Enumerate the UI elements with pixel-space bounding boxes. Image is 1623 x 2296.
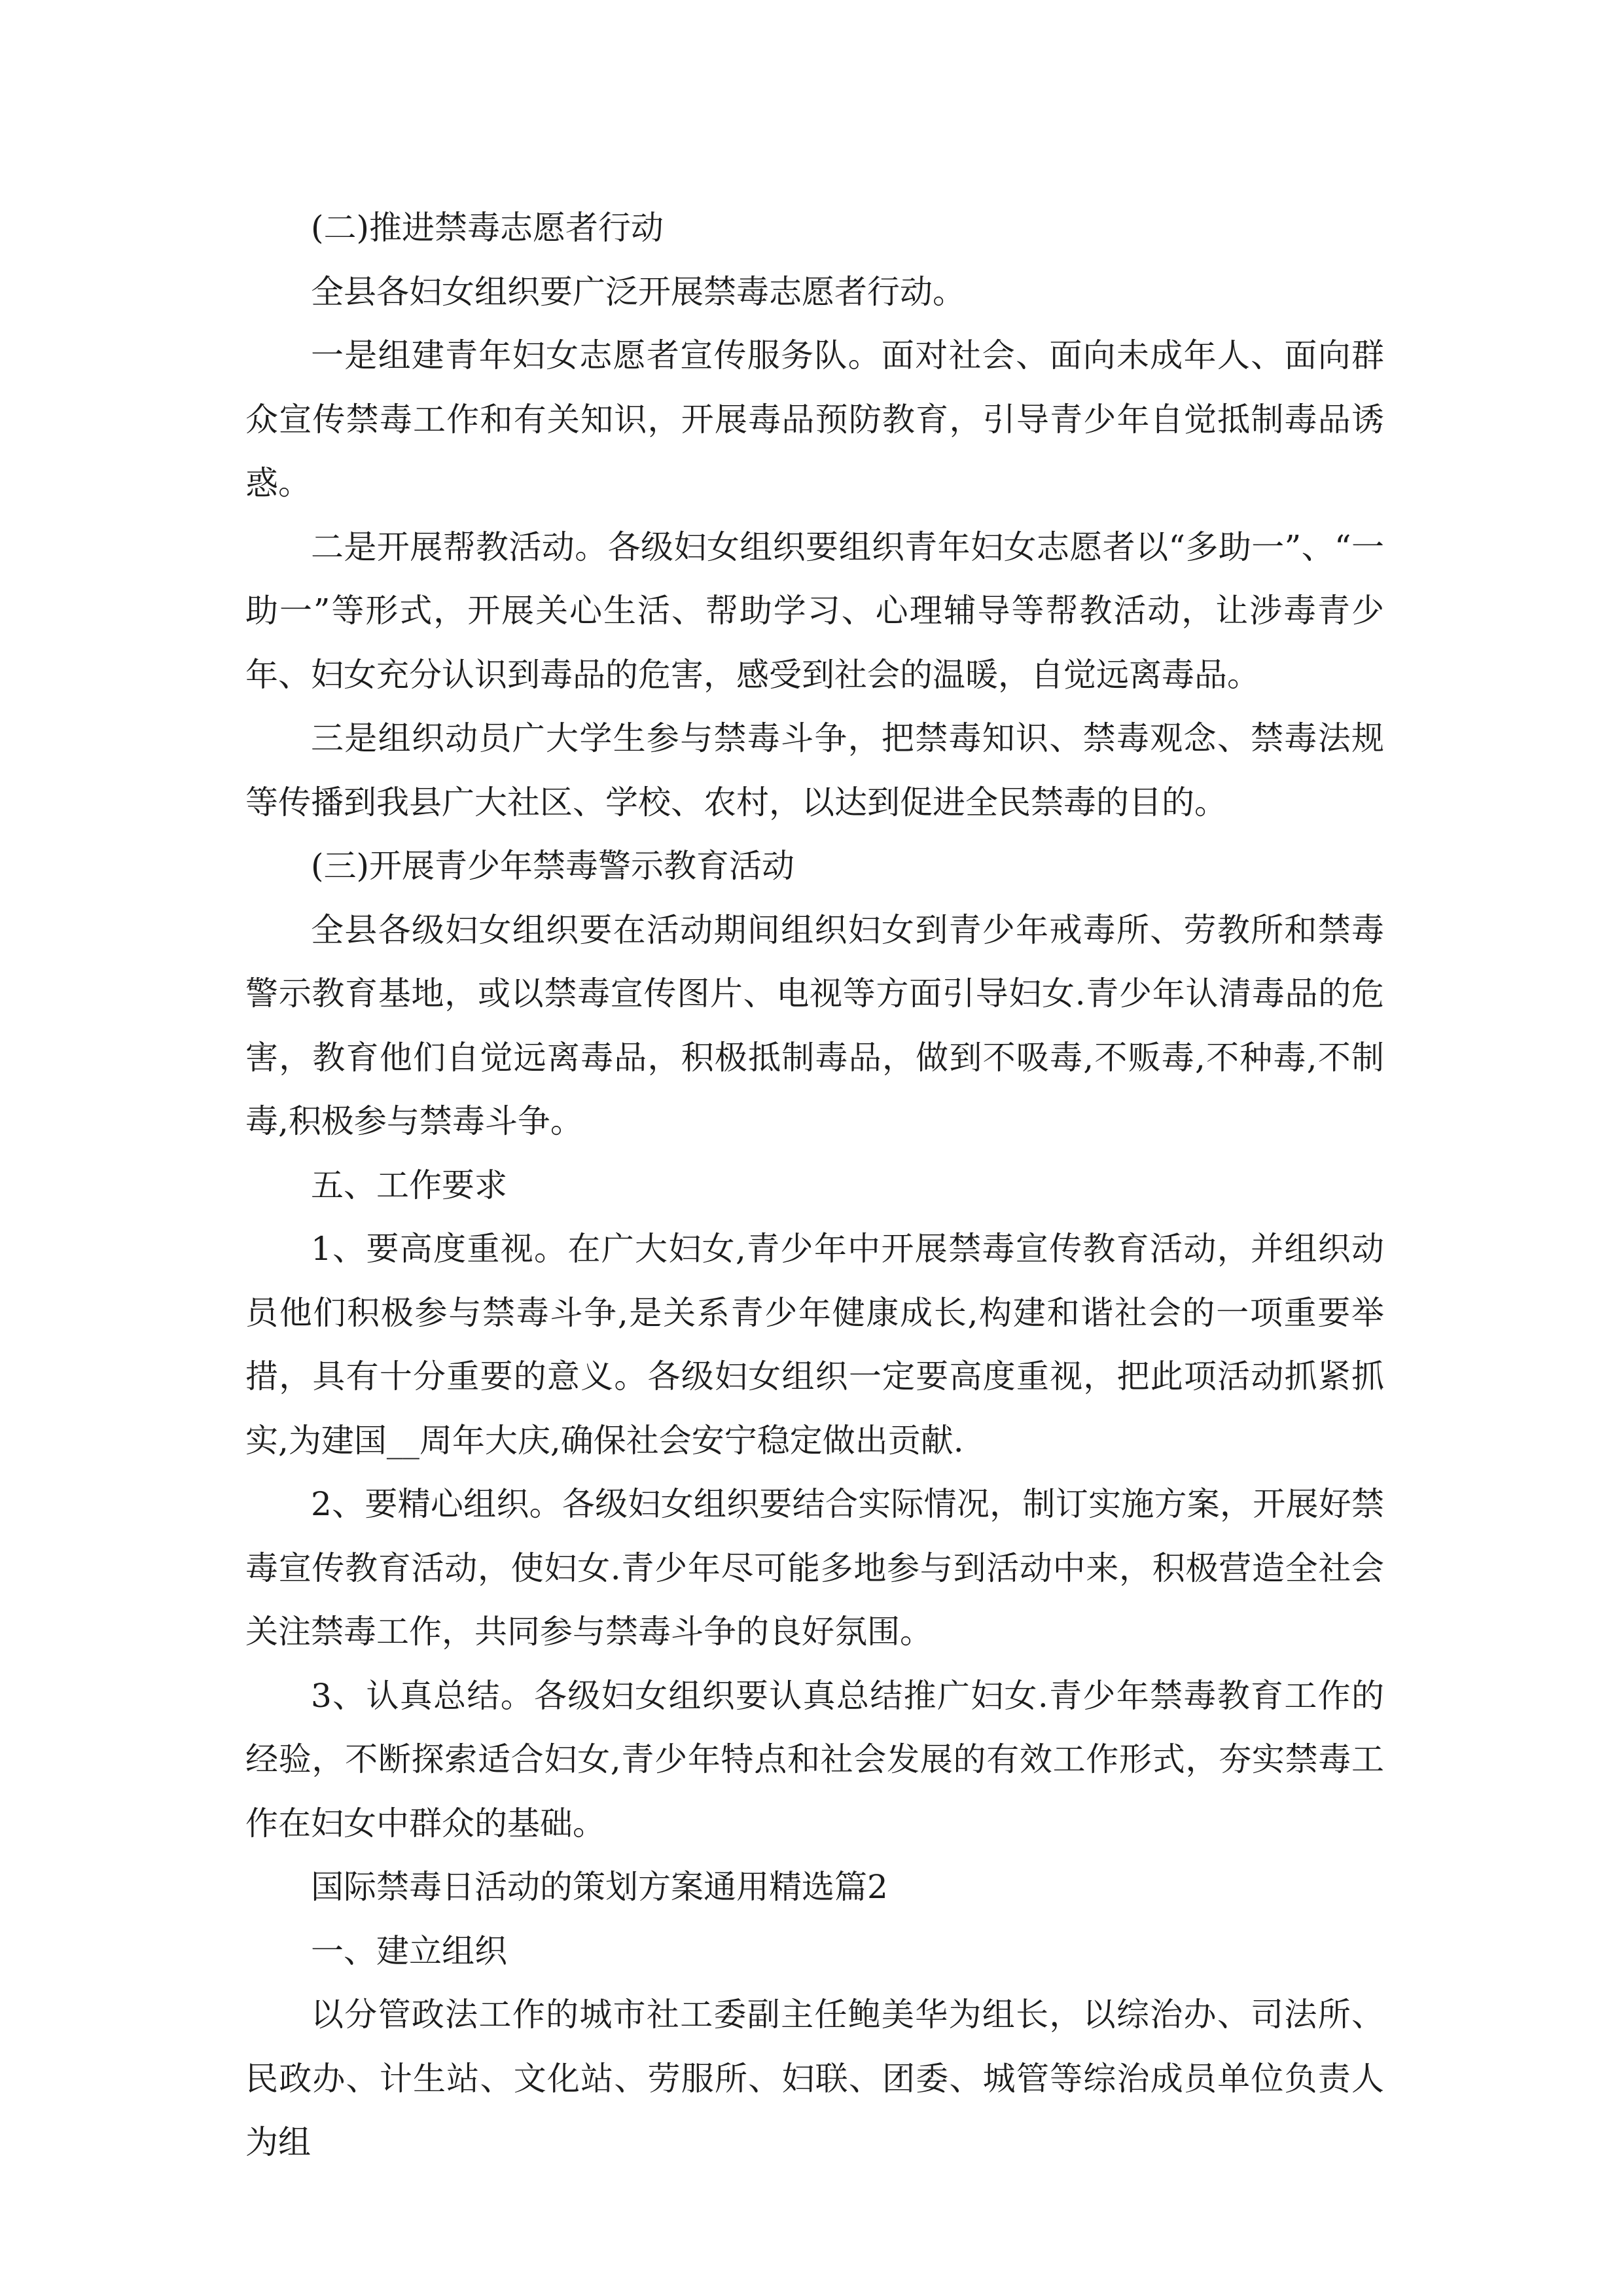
paragraph: 全县各级妇女组织要在活动期间组织妇女到青少年戒毒所、劳教所和禁毒警示教育基地，或以禁毒宣传图片、电视等方面引导妇女.青少年认清毒品的危害，教育他们自觉远离毒品，积极抵制毒品，做到不吸毒,不贩毒,不种毒,不制毒,积极参与禁毒斗争。 bbox=[245, 910, 1384, 1140]
paragraph: 3、认真总结。各级妇女组织要认真总结推广妇女.青少年禁毒教育工作的经验，不断探索适合妇女,青少年特点和社会发展的有效工作形式，夯实禁毒工作在妇女中群众的基础。 bbox=[245, 1676, 1384, 1842]
subheading-volunteer-action: (二)推进禁毒志愿者行动 bbox=[311, 209, 664, 247]
paragraph: 全县各妇女组织要广泛开展禁毒志愿者行动。 bbox=[311, 272, 965, 311]
plan-title: 国际禁毒日活动的策划方案通用精选篇2 bbox=[311, 1868, 888, 1906]
paragraph: 一是组建青年妇女志愿者宣传服务队。面对社会、面向未成年人、面向群众宣传禁毒工作和有关知识，开展毒品预防教育，引导青少年自觉抵制毒品诱惑。 bbox=[245, 336, 1384, 502]
section-heading-requirements: 五、工作要求 bbox=[311, 1166, 507, 1204]
paragraph: 2、要精心组织。各级妇女组织要结合实际情况，制订实施方案，开展好禁毒宣传教育活动，使妇女.青少年尽可能多地参与到活动中来，积极营造全社会关注禁毒工作，共同参与禁毒斗争的良好氛围。 bbox=[245, 1485, 1384, 1651]
paragraph: 1、要高度重视。在广大妇女,青少年中开展禁毒宣传教育活动，并组织动员他们积极参与禁毒斗争,是关系青少年健康成长,构建和谐社会的一项重要举措，具有十分重要的意义。各级妇女组织一定要高度重视，把此项活动抓紧抓实,为建国__周年大庆,确保社会安宁稳定做出贡献. bbox=[245, 1230, 1384, 1460]
subheading-warning-education: (三)开展青少年禁毒警示教育活动 bbox=[311, 847, 795, 885]
document-body bbox=[245, 196, 1384, 2175]
paragraph: 以分管政法工作的城市社工委副主任鲍美华为组长，以综治办、司法所、民政办、计生站、文化站、劳服所、妇联、团委、城管等综治成员单位负责人为组 bbox=[245, 1996, 1384, 2161]
paragraph: 三是组织动员广大学生参与禁毒斗争，把禁毒知识、禁毒观念、禁毒法规等传播到我县广大社区、学校、农村，以达到促进全民禁毒的目的。 bbox=[245, 719, 1384, 821]
section-heading-organization: 一、建立组织 bbox=[311, 1931, 507, 1970]
paragraph: 二是开展帮教活动。各级妇女组织要组织青年妇女志愿者以“多助一”、“一助一”等形式，开展关心生活、帮助学习、心理辅导等帮教活动，让涉毒青少年、妇女充分认识到毒品的危害，感受到社会的温暖，自觉远离毒品。 bbox=[245, 528, 1384, 694]
